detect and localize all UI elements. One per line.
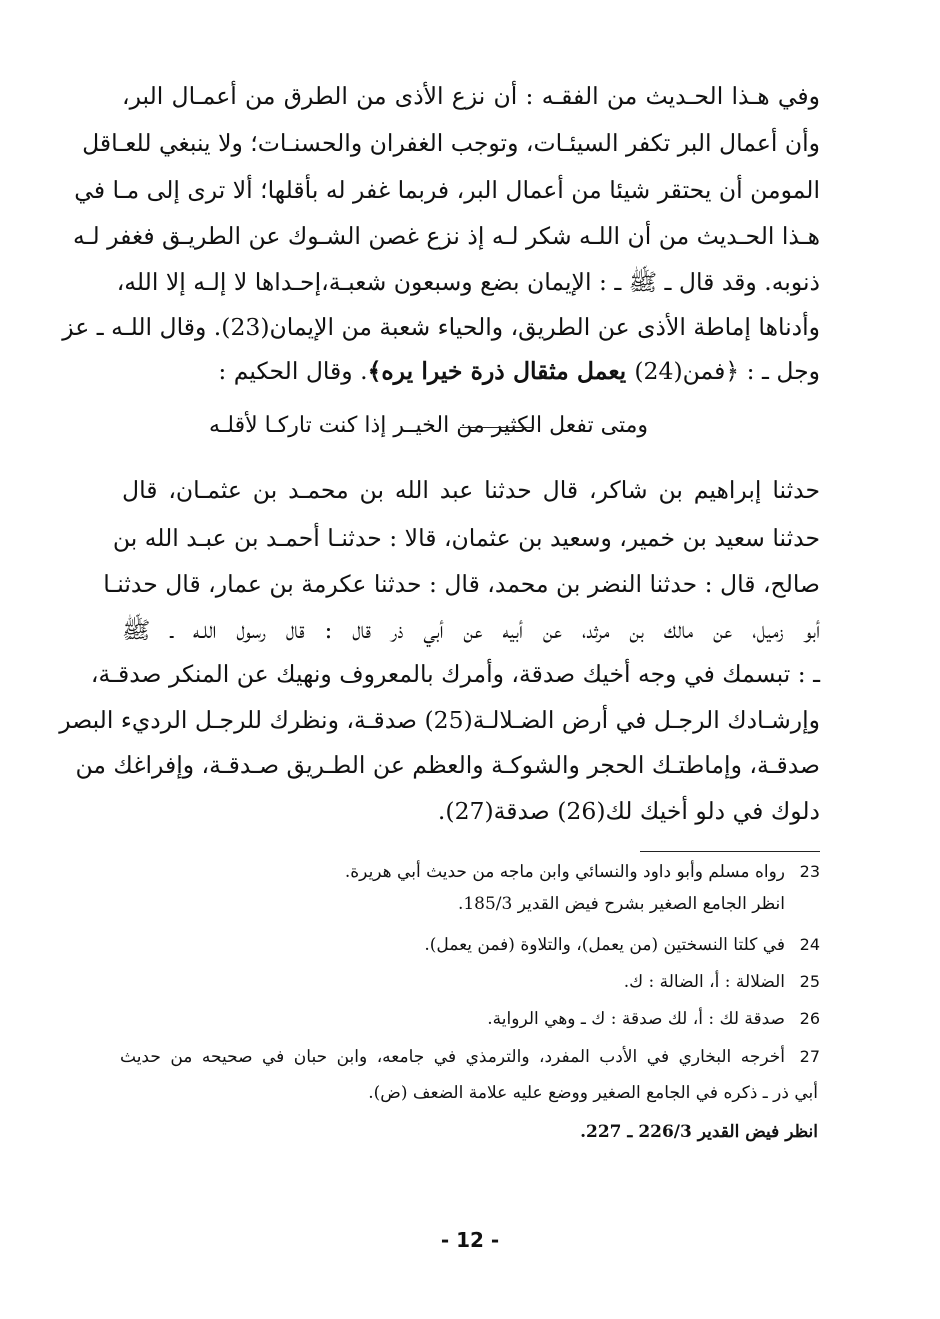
text-line: حدثنا سعيد بن خمير، وسعيد بن عثمان، قالا : حدثنـا أحمـد بن عبـد الله بن: [112, 524, 820, 552]
footnote-text: في كلتا النسختين (من يعمل)، والتلاوة (فمن يعمل).: [424, 935, 785, 955]
footnote-number: 24: [799, 935, 820, 954]
footnote-text: انظر الجامع الصغير بشرح فيض القدير 185/3.: [457, 894, 785, 914]
text-line: ـ : تبسمك في وجه أخيك صدقة، وأمرك بالمعروف ونهيك عن المنكر صدقـة،: [90, 660, 820, 688]
footnote-23: [0, 858, 940, 918]
text-line: المومن أن يحتقر شيئا من أعمال البر، فربما غفر له بأقلها؛ ألا ترى إلى مـا في: [74, 176, 820, 204]
quran-verse: يعمل مثقال ذرة خيرا يره﴾: [367, 357, 635, 385]
footnote-27: [0, 1043, 940, 1143]
footnote-number: 25: [799, 972, 820, 991]
text-line: وأن أعمال البر تكفر السيئـات، وتوجب الغفران والحسنـات؛ ولا ينبغي للعـاقل: [82, 129, 820, 157]
footnote-text: انظر فيض القدير 226/3 ـ 227.: [580, 1122, 818, 1142]
text-line: ذنوبه. وقد قال ـ ﷺ ـ : الإيمان بضع وسبعون شعبـة،إحـداها لا إلـه إلا الله،: [116, 268, 820, 296]
poem-separator: [460, 427, 532, 428]
footnote-text: أبي ذر ـ ذكره في الجامع الصغير ووضع عليه علامة الضعف (ض).: [368, 1083, 818, 1103]
text-line: وإرشـادك الرجـل في أرض الضـلالـة(25) صدقـة، ونظرك للرجـل الرديء البصر: [59, 706, 820, 734]
text-line: أبو زميل، عن مالك بن مرثد، عن أبيه عن أبي ذر قال : قال رسول اللـه ـ ﷺ: [122, 616, 820, 644]
text-line: صدقـة، وإماطتـك الحجر والشوكـة والعظم عن الطـريق صـدقـة، وإفراغك من: [75, 751, 820, 779]
text-line-with-verse: [122, 351, 820, 391]
page-number: - 12 -: [440, 1228, 500, 1252]
footnote-text: رواه مسلم وأبو داود والنسائي وابن ماجه من حديث أبي هريرة.: [344, 862, 785, 882]
text-line: وأدناها إماطة الأذى عن الطريق، والحياء شعبة من الإيمان(23). وقال اللـه ـ عز: [62, 313, 820, 341]
text-line: وفي هـذا الحـديث من الفقـه : أن نزع الأذى من الطرق من أعمـال البر،: [122, 82, 820, 110]
footnote-text: صدقة لك : أ، لك صدقة : ك ـ وهي الرواية.: [487, 1009, 785, 1029]
footnote-text: الضلالة : أ، الضالة : ك.: [623, 972, 785, 992]
text-line: دلوك في دلو أخيك لك(26) صدقة(27).: [437, 797, 820, 825]
text-line: حدثنا إبراهيم بن شاكر، قال حدثنا عبد الله بن محمـد بن عثمـان، قال: [122, 476, 820, 504]
poem-hemistich-first: ومتى تفعل الكثير من الخيـ: [409, 413, 648, 438]
footnote-number: 23: [799, 862, 820, 881]
text-line: صالح، قال : حدثنا النضر بن محمد، قال : حدثنا عكرمة بن عمار، قال حدثنـا: [103, 570, 820, 598]
footnote-ref: (24): [634, 357, 683, 385]
footnote-25: [0, 968, 940, 996]
text-line: هـذا الحـديث من أن اللـه شكر لـه إذ نزع غصن الشـوك عن الطريـق فغفر لـه: [73, 222, 820, 250]
verse-suffix: . وقال الحكيم :: [218, 357, 368, 385]
footnote-26: [0, 1005, 940, 1033]
footnote-number: 27: [799, 1047, 820, 1066]
footnote-divider: [640, 851, 820, 852]
footnote-number: 26: [799, 1009, 820, 1028]
verse-prefix: وجل ـ : ﴿فمن: [682, 357, 820, 385]
footnote-text: أخرجه البخاري في الأدب المفرد، والترمذي في جامعه، وابن حبان في صحيحه من حديث: [120, 1047, 785, 1067]
footnote-24: [0, 931, 940, 959]
poem-hemistich-second: ـر إذا كنت تاركـا لأقلـه: [209, 413, 412, 438]
